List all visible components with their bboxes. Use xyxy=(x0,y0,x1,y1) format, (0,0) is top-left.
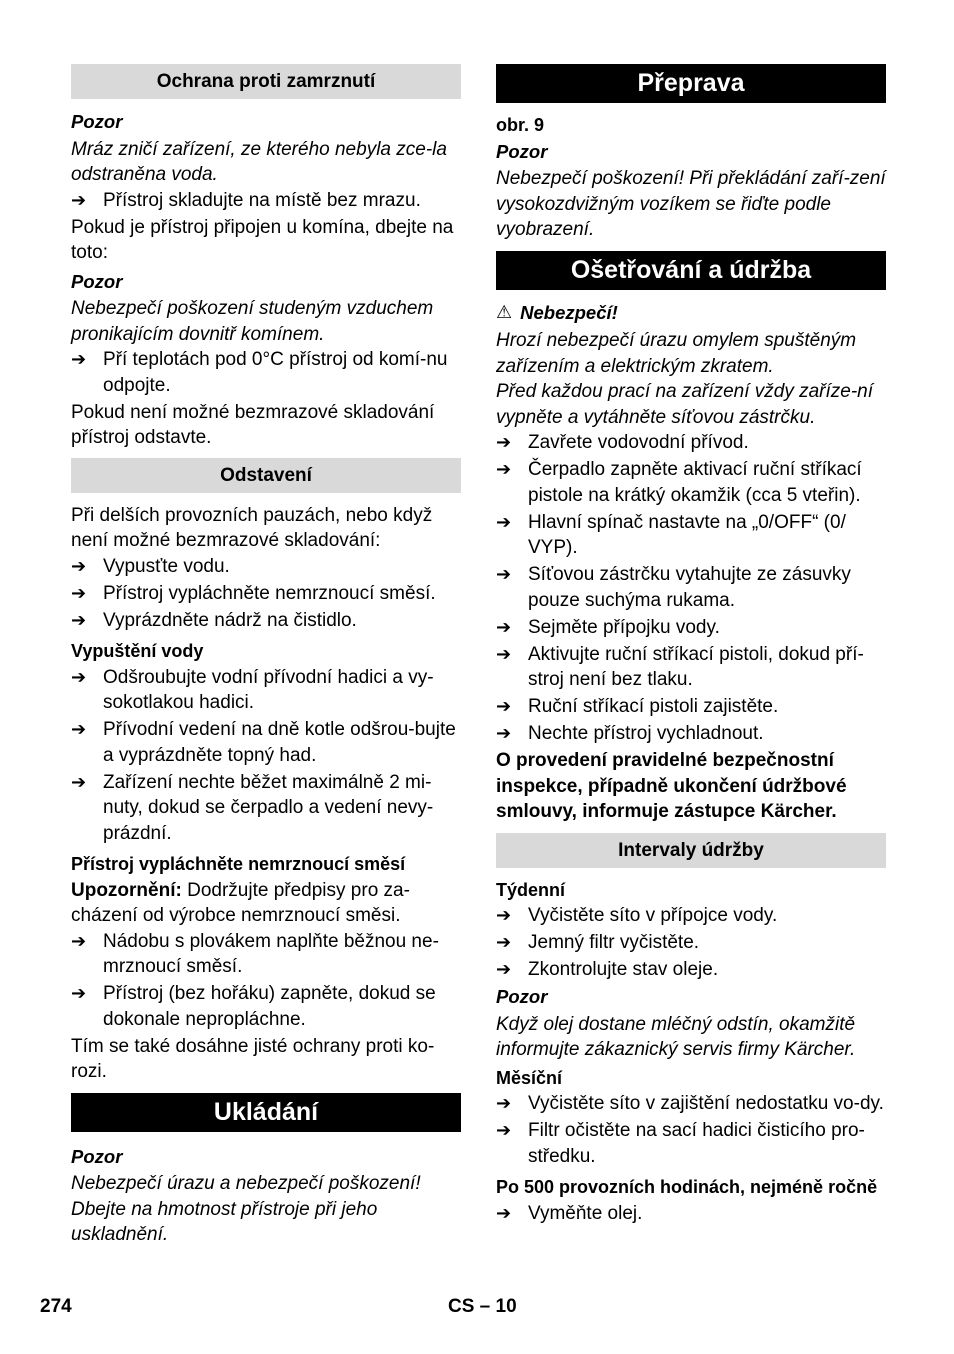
arrow-right-icon: ➔ xyxy=(496,1093,512,1113)
arrow-right-icon: ➔ xyxy=(71,771,87,792)
list-item: ➔ Nechte přístroj vychladnout. xyxy=(496,721,886,747)
caution-label: Pozor xyxy=(71,270,123,292)
left-column xyxy=(71,64,461,1248)
list-item: ➔ Vyčistěte síto v přípojce vody. xyxy=(496,903,886,929)
hours-heading: Po 500 provozních hodinách, nejméně ročně xyxy=(496,1177,878,1197)
warning-triangle-icon: ⚠ xyxy=(496,301,513,322)
page-number: 274 xyxy=(40,1296,72,1317)
arrow-right-icon: ➔ xyxy=(496,1202,512,1223)
list-item: ➔ Filtr očistěte na sací hadici čisticího pro-středku. xyxy=(496,1118,886,1169)
arrow-right-icon: ➔ xyxy=(71,666,87,687)
arrow-right-icon: ➔ xyxy=(71,349,87,369)
storage-heading: Ukládání xyxy=(71,1093,461,1132)
list-item: ➔ Vyměňte olej. xyxy=(496,1201,886,1227)
danger-label: Nebezpečí! xyxy=(520,301,618,323)
danger-text: Před každou prací na zařízení vždy zaříze-ní vypněte a vytáhněte síťovou zástrčku. xyxy=(496,381,874,428)
chimney-after-text: Pokud není možné bezmrazové skladování přístroj odstavte. xyxy=(71,401,435,448)
note-label: Upozornění: xyxy=(71,879,182,901)
arrow-right-icon: ➔ xyxy=(496,905,512,925)
oil-warning: Když olej dostane mléčný odstín, okamžitě informujte zákaznický servis firmy Kärcher. xyxy=(496,1013,856,1060)
list-item: ➔ Síťovou zástrčku vytahujte ze zásuvky pouze suchýma rukama. xyxy=(496,562,886,613)
list-item: ➔ Ruční stříkací pistoli zajistěte. xyxy=(496,694,886,720)
maintenance-heading: Ošetřování a údržba xyxy=(496,251,886,290)
list-item: ➔ Přístroj skladujte na místě bez mrazu. xyxy=(71,188,461,214)
arrow-right-icon: ➔ xyxy=(71,930,87,951)
arrow-right-icon: ➔ xyxy=(71,719,87,739)
frost-warning: Mráz zničí zařízení, ze kterého nebyla zce-la odstraněna voda. xyxy=(71,138,447,185)
right-column xyxy=(496,64,886,1228)
arrow-right-icon: ➔ xyxy=(496,696,512,716)
arrow-right-icon: ➔ xyxy=(71,983,87,1003)
monthly-heading: Měsíční xyxy=(496,1067,563,1088)
arrow-right-icon: ➔ xyxy=(496,1120,512,1140)
arrow-right-icon: ➔ xyxy=(71,582,87,603)
arrow-right-icon: ➔ xyxy=(71,555,87,576)
arrow-right-icon: ➔ xyxy=(71,609,87,630)
note-text: Upozornění: Dodržujte předpisy pro za-cházení od výrobce nemrznoucí směsi. xyxy=(71,879,410,926)
list-item: ➔ Odšroubujte vodní přívodní hadici a vy-sokotlakou hadici. xyxy=(71,665,461,716)
arrow-right-icon: ➔ xyxy=(496,723,512,743)
antifreeze-heading: Přístroj vypláchněte nemrznoucí směsí xyxy=(71,854,406,874)
list-item: ➔ Jemný filtr vyčistěte. xyxy=(496,930,886,956)
list-item: ➔ Přístroj vypláchněte nemrznoucí směsí. xyxy=(71,581,461,607)
chimney-warning: Nebezpečí poškození studeným vzduchem pronikajícím dovnitř komínem. xyxy=(71,298,434,345)
list-item: ➔ Přístroj (bez hořáku) zapněte, dokud se dokonale nepropláchne. xyxy=(71,981,461,1032)
transport-heading: Přeprava xyxy=(496,64,886,103)
arrow-right-icon: ➔ xyxy=(496,511,512,532)
list-item: ➔ Hlavní spínač nastavte na „0/OFF“ (0/ VYP). xyxy=(496,510,886,561)
list-item: ➔ Nádobu s plovákem naplňte běžnou ne-mrznoucí směsí. xyxy=(71,929,461,980)
list-item: ➔ Aktivujte ruční stříkací pistoli, dokud pří-stroj není bez tlaku. xyxy=(496,642,886,693)
arrow-right-icon: ➔ xyxy=(496,564,512,584)
list-item: ➔ Vyčistěte síto v zajištění nedostatku vo-dy. xyxy=(496,1091,886,1117)
inspection-text: O provedení pravidelné bezpečnostní inspekce, případně ukončení údržbové smlouvy, informuje zástupce Kärcher. xyxy=(496,750,847,822)
arrow-right-icon: ➔ xyxy=(496,459,512,479)
list-item: ➔ Zavřete vodovodní přívod. xyxy=(496,430,886,456)
list-item: ➔ Vypusťte vodu. xyxy=(71,554,461,580)
transport-warning: Nebezpečí poškození! Při překládání zaří-zení vysokozdvižným vozíkem se řiďte podle vyobrazení. xyxy=(496,168,886,240)
danger-row xyxy=(496,300,886,326)
arrow-right-icon: ➔ xyxy=(71,189,87,210)
language-page-label: CS – 10 xyxy=(448,1296,517,1317)
arrow-right-icon: ➔ xyxy=(496,932,512,952)
shutdown-heading: Odstavení xyxy=(71,458,461,493)
arrow-right-icon: ➔ xyxy=(496,616,512,637)
arrow-right-icon: ➔ xyxy=(496,643,512,664)
list-item: ➔ Sejměte přípojku vody. xyxy=(496,615,886,641)
caution-label: Pozor xyxy=(71,1145,123,1167)
drain-water-heading: Vypuštění vody xyxy=(71,641,204,661)
list-item: ➔ Čerpadlo zapněte aktivací ruční stříkací pistole na krátký okamžik (cca 5 vteřin). xyxy=(496,457,886,508)
figure-reference: obr. 9 xyxy=(496,115,545,135)
storage-warning: Nebezpečí úrazu a nebezpečí poškození! Dbejte na hmotnost přístroje při jeho uskladnění. xyxy=(71,1173,421,1245)
list-item: ➔ Pří teplotách pod 0°C přístroj od komí-nu odpojte. xyxy=(71,347,461,398)
list-item: ➔ Vyprázdněte nádrž na čistidlo. xyxy=(71,608,461,634)
danger-text: Hrozí nebezpečí úrazu omylem spuštěným zařízením a elektrickým zkratem. xyxy=(496,330,857,377)
arrow-right-icon: ➔ xyxy=(496,959,512,979)
frost-protection-heading: Ochrana proti zamrznutí xyxy=(71,64,461,99)
arrow-right-icon: ➔ xyxy=(496,432,512,452)
weekly-heading: Týdenní xyxy=(496,879,566,900)
list-item: ➔ Zkontrolujte stav oleje. xyxy=(496,957,886,983)
caution-label: Pozor xyxy=(71,111,123,132)
shutdown-text: Při delších provozních pauzách, nebo když není možné bezmrazové skladování: xyxy=(71,504,433,551)
caution-label: Pozor xyxy=(496,140,548,162)
list-item: ➔ Přívodní vedení na dně kotle odšrou-bujte a vyprázdněte topný had. xyxy=(71,717,461,768)
chimney-text: Pokud je přístroj připojen u komína, dbejte na toto: xyxy=(71,216,454,263)
intervals-heading: Intervaly údržby xyxy=(496,833,886,868)
caution-label: Pozor xyxy=(496,986,548,1007)
antifreeze-after-text: Tím se také dosáhne jisté ochrany proti ko-rozi. xyxy=(71,1035,435,1082)
list-item: ➔ Zařízení nechte běžet maximálně 2 mi-nuty, dokud se čerpadlo a vedení nevy-prázdní. xyxy=(71,770,461,847)
